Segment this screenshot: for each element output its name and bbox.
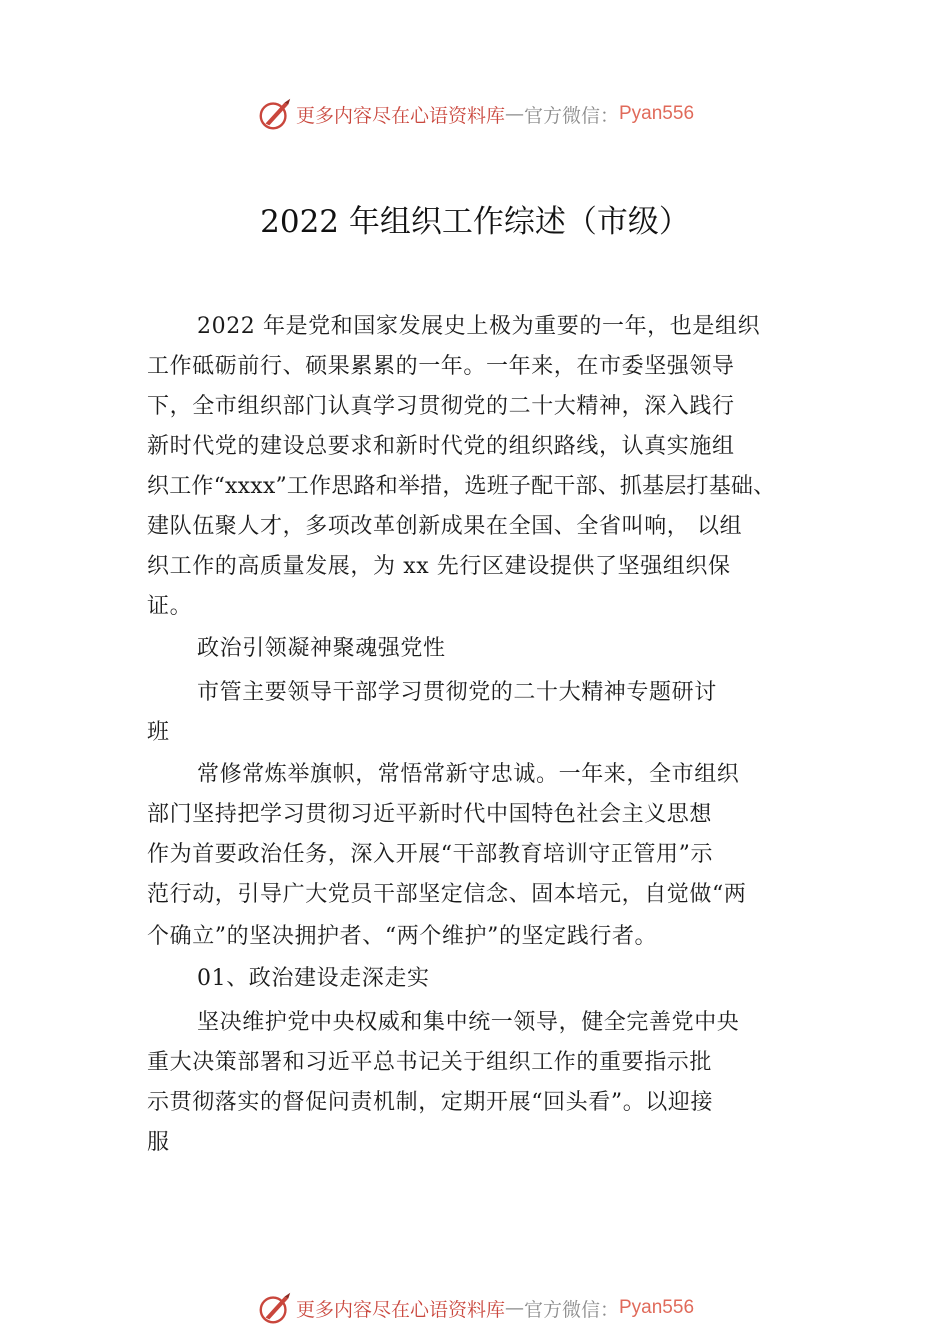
body-line: 范行动，引导广大党员干部坚定信念、固本培元，自觉做“两: [147, 882, 747, 907]
brush-logo-icon: [256, 95, 294, 133]
banner-dash: —: [504, 1297, 524, 1319]
section-heading: 政治引领凝神聚魂强党性: [197, 636, 446, 661]
body-line: 常修常炼举旗帜，常悟常新守忠诚。一年来，全市组织: [197, 762, 740, 787]
subheading-line: 班: [147, 720, 170, 745]
body-line: 下，全市组织部门认真学习贯彻党的二十大精神，深入践行: [147, 394, 735, 419]
brush-logo-icon: [256, 1289, 294, 1327]
body-line: 坚决维护党中央权威和集中统一领导，健全完善党中央: [197, 1010, 740, 1035]
body-line: 建队伍聚人才，多项改革创新成果在全国、全省叫响， 以组: [147, 514, 743, 539]
body-line: 部门坚持把学习贯彻习近平新时代中国特色社会主义思想: [147, 802, 713, 827]
banner-wechat-id: Pyan556: [619, 1297, 695, 1318]
header-watermark: [0, 94, 950, 134]
body-line: 服: [147, 1130, 170, 1155]
body-line: 织工作的高质量发展，为 xx 先行区建设提供了坚强组织保: [147, 554, 731, 579]
body-line: 作为首要政治任务，深入开展“干部教育培训守正管用”示: [147, 842, 714, 867]
body-line: 2022 年是党和国家发展史上极为重要的一年，也是组织: [197, 314, 761, 339]
banner-brand-text: 更多内容尽在心语资料库: [295, 1298, 505, 1321]
body-line: 工作砥砺前行、硕果累累的一年。一年来，在市委坚强领导: [147, 354, 735, 379]
banner-brand-text: 更多内容尽在心语资料库: [295, 104, 505, 127]
body-line: 个确立”的坚决拥护者、“两个维护”的坚定践行者。: [147, 924, 658, 949]
subheading-line: 市管主要领导干部学习贯彻党的二十大精神专题研讨: [197, 680, 717, 705]
footer-watermark: [0, 1288, 950, 1328]
body-line: 示贯彻落实的督促问责机制，定期开展“回头看”。以迎接: [147, 1090, 714, 1115]
document-title: 2022 年组织工作综述（市级）: [260, 204, 690, 240]
body-line: 重大决策部署和习近平总书记关于组织工作的重要指示批: [147, 1050, 713, 1075]
body-line: 织工作“xxxx”工作思路和举措，选班子配干部、抓基层打基础、: [147, 474, 776, 499]
banner-wechat-id: Pyan556: [619, 103, 695, 124]
banner-wechat-label: 官方微信：: [523, 104, 619, 127]
banner-dash: —: [504, 103, 524, 125]
body-line: 证。: [147, 594, 193, 619]
banner-wechat-label: 官方微信：: [523, 1298, 619, 1321]
subsection-heading: 01、政治建设走深走实: [197, 966, 430, 991]
body-line: 新时代党的建设总要求和新时代党的组织路线，认真实施组: [147, 434, 735, 459]
